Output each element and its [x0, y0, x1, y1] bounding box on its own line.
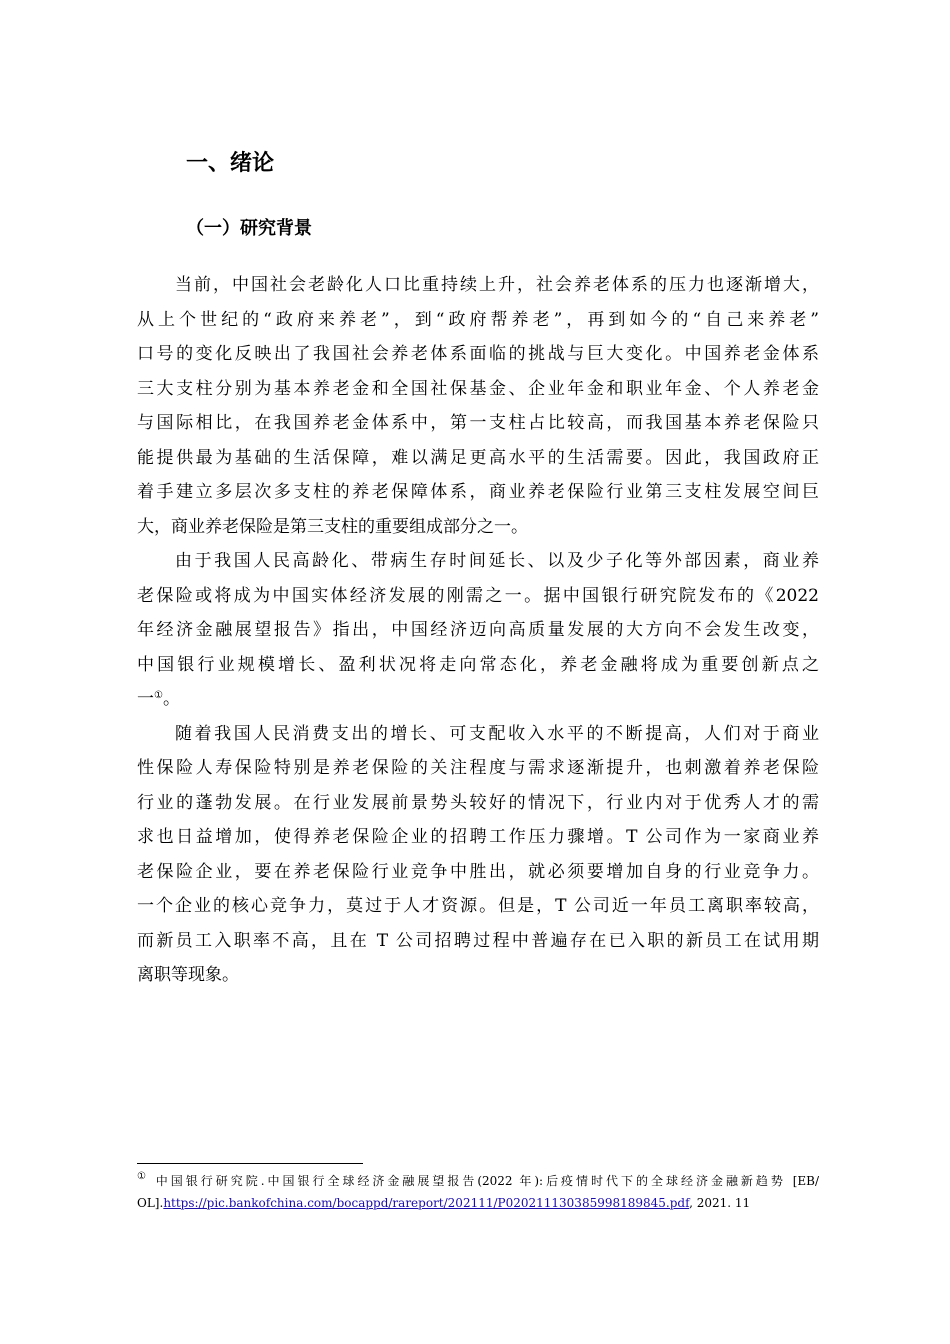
text-line: 一个企业的核心竞争力，莫过于人才资源。但是，T 公司近一年员工离职率较高， [137, 896, 819, 916]
footnote-marker: ① [137, 1171, 149, 1182]
section-heading: （一）研究背景 [186, 218, 312, 239]
body-text [137, 268, 819, 993]
text-line: 从上个世纪的“政府来养老”，到“政府帮养老”，再到如今的“自己来养老” [137, 309, 819, 330]
footnote-separator [137, 1163, 363, 1164]
text-line: 由于我国人民高龄化、带病生存时间延长、以及少子化等外部因素，商业养 [175, 551, 819, 571]
footnote-reference[interactable]: ① [154, 690, 163, 701]
text-line: 性保险人寿保险特别是养老保险的关注程度与需求逐渐提升，也刺激着养老保险 [137, 758, 819, 778]
text-line: 着手建立多层次多支柱的养老保障体系，商业养老保险行业第三支柱发展空间巨 [137, 482, 819, 502]
text-line: 年经济金融展望报告》指出，中国经济迈向高质量发展的大方向不会发生改变， [137, 620, 819, 640]
text-line: 离职等现象。 [137, 965, 239, 985]
text-line: 行业的蓬勃发展。在行业发展前景势头较好的情况下，行业内对于优秀人才的需 [137, 792, 819, 813]
paragraph-3 [137, 717, 819, 993]
footnote-line-1 [137, 1170, 819, 1192]
text-line: 三大支柱分别为基本养老金和全国社保基金、企业年金和职业年金、个人养老金 [137, 378, 819, 399]
chapter-heading: 一、绪论 [186, 151, 275, 176]
text-line: 当前，中国社会老龄化人口比重持续上升，社会养老体系的压力也逐渐增大， [175, 275, 819, 295]
text-line: 老保险或将成为中国实体经济发展的刚需之一。据中国银行研究院发布的《2022 [137, 585, 819, 606]
footnote-url-link[interactable]: https://pic.bankofchina.com/bocappd/rareport/202111/P020211130385998189845.pdf [163, 1196, 690, 1210]
footnote [137, 1170, 819, 1214]
text-line: 老保险企业，要在养老保险行业竞争中胜出，就必须要增加自身的行业竞争力。 [137, 861, 819, 882]
text-line: 与国际相比，在我国养老金体系中，第一支柱占比较高，而我国基本养老保险只 [137, 413, 819, 433]
text-line: 能提供最为基础的生活保障，难以满足更高水平的生活需要。因此，我国政府正 [137, 447, 819, 468]
footnote-text: OL]. [137, 1196, 164, 1210]
text-line: 中国银行业规模增长、盈利状况将走向常态化，养老金融将成为重要创新点之 [137, 654, 819, 675]
text-fragment: 一 [137, 689, 154, 709]
text-line: 求也日益增加，使得养老保险企业的招聘工作压力骤增。T 公司作为一家商业养 [137, 827, 819, 847]
paragraph-1 [137, 268, 819, 544]
footnote-line-2 [137, 1192, 819, 1214]
paragraph-2 [137, 544, 819, 717]
text-line: 随着我国人民消费支出的增长、可支配收入水平的不断提高，人们对于商业 [175, 723, 819, 744]
text-line: 而新员工入职率不高，且在 T 公司招聘过程中普遍存在已入职的新员工在试用期 [137, 930, 819, 951]
text-fragment: 。 [162, 689, 180, 709]
text-line [137, 682, 819, 717]
text-line: 口号的变化反映出了我国社会养老体系面临的挑战与巨大变化。中国养老金体系 [137, 344, 819, 364]
text-line: 大，商业养老保险是第三支柱的重要组成部分之一。 [137, 516, 528, 537]
footnote-text: , 2021. 11 [689, 1196, 751, 1210]
footnote-text: 中国银行研究院.中国银行全球经济金融展望报告(2022 年):后疫情时代下的全球经济金融新趋势 [EB/ [155, 1174, 819, 1188]
